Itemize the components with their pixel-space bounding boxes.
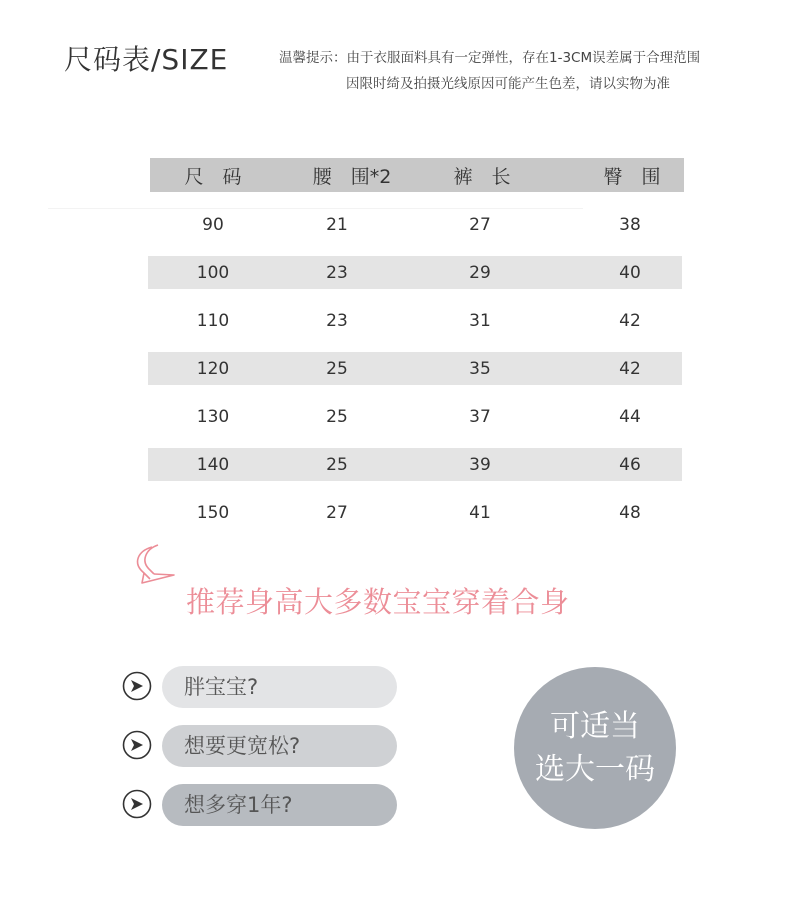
notice-line-2: 因限时绮及拍摄光线原因可能产生色差，请以实物为准 xyxy=(346,76,670,92)
table-cell: 140 xyxy=(196,454,230,475)
table-row xyxy=(150,208,684,241)
chevron-circle-icon xyxy=(122,789,152,819)
question-pill: 胖宝宝? xyxy=(162,666,397,708)
table-cell: 150 xyxy=(196,502,230,523)
column-header-size: 尺 码 xyxy=(184,165,242,188)
table-cell: 42 xyxy=(619,310,641,331)
table-row xyxy=(148,256,682,289)
column-header-waist: 腰 围*2 xyxy=(312,165,392,188)
table-cell: 27 xyxy=(326,502,348,523)
table-cell: 29 xyxy=(469,262,491,283)
table-header xyxy=(150,158,684,192)
table-cell: 90 xyxy=(202,214,224,235)
table-cell: 37 xyxy=(469,406,491,427)
table-row xyxy=(148,448,682,481)
table-cell: 27 xyxy=(469,214,491,235)
table-cell: 110 xyxy=(196,310,230,331)
table-cell: 40 xyxy=(619,262,641,283)
table-row xyxy=(150,400,684,433)
table-cell: 42 xyxy=(619,358,641,379)
table-cell: 25 xyxy=(326,454,348,475)
column-header-length: 裤 长 xyxy=(453,165,511,188)
table-cell: 23 xyxy=(326,262,348,283)
advice-circle xyxy=(514,667,676,829)
table-cell: 130 xyxy=(196,406,230,427)
table-cell: 21 xyxy=(326,214,348,235)
table-cell: 48 xyxy=(619,502,641,523)
notice-line-1: 温馨提示：由于衣服面料具有一定弹性，存在1-3CM误差属于合理范围 xyxy=(279,50,701,66)
chevron-circle-icon xyxy=(122,730,152,760)
table-cell: 23 xyxy=(326,310,348,331)
table-row xyxy=(150,496,684,529)
table-cell: 46 xyxy=(619,454,641,475)
table-cell: 44 xyxy=(619,406,641,427)
table-cell: 25 xyxy=(326,358,348,379)
table-cell: 31 xyxy=(469,310,491,331)
chevron-circle-icon xyxy=(122,671,152,701)
table-cell: 41 xyxy=(469,502,491,523)
page-title: 尺码表/SIZE xyxy=(64,43,229,76)
advice-line-1: 可适当 xyxy=(550,709,640,744)
table-row xyxy=(148,352,682,385)
size-notice xyxy=(279,45,749,97)
recommend-text: 推荐身高大多数宝宝穿着合身 xyxy=(186,585,570,619)
table-cell: 120 xyxy=(196,358,230,379)
table-cell: 100 xyxy=(196,262,230,283)
advice-line-2: 选大一码 xyxy=(535,752,655,787)
table-cell: 39 xyxy=(469,454,491,475)
size-table xyxy=(150,158,684,529)
table-cell: 38 xyxy=(619,214,641,235)
question-pill: 想要更宽松? xyxy=(162,725,397,767)
table-cell: 35 xyxy=(469,358,491,379)
table-row xyxy=(150,304,684,337)
table-cell: 25 xyxy=(326,406,348,427)
curved-arrow-icon xyxy=(130,543,178,591)
question-pill: 想多穿1年? xyxy=(162,784,397,826)
column-header-hip: 臀 围 xyxy=(603,165,661,188)
